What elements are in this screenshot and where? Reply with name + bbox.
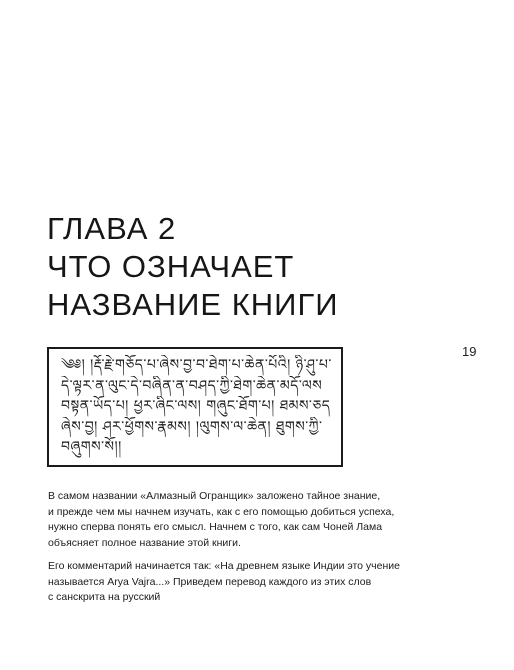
body-text — [48, 489, 488, 614]
text-line: и прежде чем мы начнем изучать, как с его помощью добиться успеха, — [48, 505, 395, 518]
chapter-title-line: ЧТО ОЗНАЧАЕТ — [47, 249, 295, 284]
paragraph-1 — [48, 489, 488, 551]
text-line: Его комментарий начинается так: «На древнем языке Индии это учение — [48, 560, 400, 572]
text-line: В самом названии «Алмазный Огранщик» заложено тайное знание, — [48, 490, 381, 502]
text-line: объясняет полное название этой книги. — [48, 536, 241, 549]
tibetan-line: ༄༅། །རྡོ་རྗེ་གཅོད་པ་ཞེས་བྱ་བ་ཐེག་པ་ཆེན་པོའི། ཉི་ཤུ་པ་ — [61, 357, 332, 373]
page-number: 19 — [462, 344, 477, 359]
chapter-title-line: НАЗВАНИЕ КНИГИ — [47, 287, 339, 322]
tibetan-line: བསྟན་ཡོད་པ། ཕྱར་ཞིང་ལས། གཞུང་ཐོག་པ། ཐམས་ཅད — [61, 398, 331, 414]
tibetan-line: དེ་ལྟར་ན་ལུང་དེ་བཞིན་ན་བཤད་ཀྱི་ཐེག་ཆེན་མདོ་ལས — [61, 377, 323, 394]
paragraph-2 — [48, 559, 488, 606]
chapter-label: ГЛАВА 2 — [47, 211, 177, 246]
tibetan-line: ཞེས་བྱ། ཤར་ཕྱོགས་རྣམས། །ལུགས་ལ་ཆེན། ཐུགས་ཀྱི་ — [61, 418, 323, 435]
text-line: с санскрита на русский — [48, 591, 161, 603]
text-line: нужно сперва понять его смысл. Начнем с того, как сам Чоней Лама — [48, 521, 383, 533]
chapter-heading — [47, 210, 339, 324]
tibetan-text-box — [47, 347, 343, 467]
tibetan-line: བཞུགས་སོ།། — [61, 439, 122, 455]
text-line: называется Arya Vajra...» Приведем перевод каждого из этих слов — [48, 575, 372, 588]
